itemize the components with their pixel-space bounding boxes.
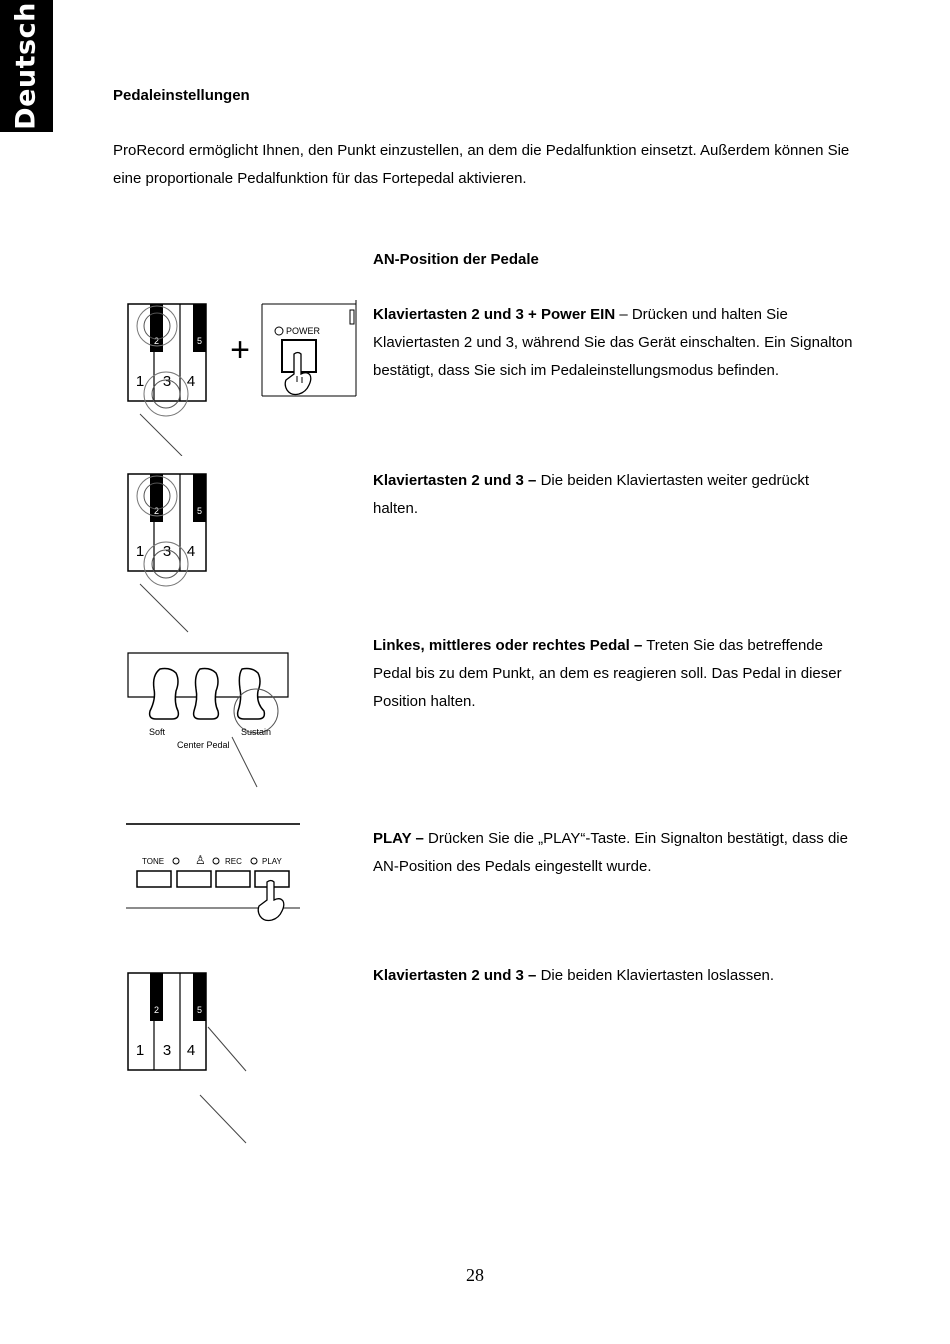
step-2-text: Die beiden Klaviertasten weiter gedrückt halten. [373, 472, 810, 517]
step-2 [373, 467, 853, 523]
key-label-1: 1 [135, 543, 145, 560]
intro-paragraph: ProRecord ermöglicht Ihnen, den Punkt einzustellen, an dem die Pedalfunktion einsetzt. Außerdem können Sie eine proportionale Pedalfunktion für das Fortepedal aktivieren. [113, 142, 850, 187]
subheading: AN-Position der Pedale [373, 251, 539, 268]
pedal-center-label: Center Pedal [177, 740, 230, 750]
step-3-title: Linkes, mittleres oder rechtes Pedal – [373, 637, 643, 654]
rec-button [216, 871, 250, 887]
key-label-1: 1 [135, 373, 145, 390]
key-label-3: 3 [162, 1042, 172, 1059]
plus-sign: + [230, 331, 250, 369]
pedal-sustain-label: Sustain [241, 727, 272, 737]
step-4 [373, 825, 853, 881]
figure-keys-held [120, 466, 220, 636]
keyboard-illustration [128, 304, 206, 456]
tone-label: TONE [142, 857, 165, 866]
metronome-icon: ♙ [195, 853, 206, 867]
step-5 [373, 962, 853, 990]
pedal-center [194, 669, 219, 720]
rec-label: REC [225, 857, 242, 866]
step-2-title: Klaviertasten 2 und 3 – [373, 472, 537, 489]
play-label: PLAY [262, 857, 282, 866]
key-label-1: 1 [135, 1042, 145, 1059]
metronome-button [177, 871, 211, 887]
step-5-text: Die beiden Klaviertasten loslassen. [536, 967, 775, 984]
step-4-title: PLAY – [373, 830, 424, 847]
language-tab [0, 0, 53, 132]
key-label-2: 2 [153, 1005, 160, 1015]
step-1-text: – Drücken und halten Sie Klaviertasten 2 und 3, während Sie das Gerät einschalten. Ein Signalton bestätigt, dass Sie sich im Pedaleinstellungsmodus befinden. [373, 306, 853, 379]
figure-keys-released [120, 965, 260, 1150]
key-label-5: 5 [196, 336, 203, 346]
step-3-text: Treten Sie das betreffende Pedal bis zu dem Punkt, an dem es reagieren soll. Das Pedal in dieser Position halten. [373, 637, 842, 710]
step-1 [373, 301, 853, 385]
key-label-5: 5 [196, 506, 203, 516]
key-label-4: 4 [186, 543, 196, 560]
figure-pedals [120, 645, 300, 790]
pedal-soft-label: Soft [149, 727, 166, 737]
key-label-2: 2 [153, 506, 160, 516]
key-label-5: 5 [196, 1005, 203, 1015]
key-label-3: 3 [162, 543, 172, 560]
step-3 [373, 632, 853, 716]
key-label-3: 3 [162, 373, 172, 390]
power-label: POWER [286, 326, 321, 336]
section-heading: Pedaleinstellungen [113, 87, 250, 104]
key-label-2: 2 [153, 336, 160, 346]
key-label-4: 4 [186, 1042, 196, 1059]
step-1-title: Klaviertasten 2 und 3 + Power EIN [373, 306, 616, 323]
key-label-4: 4 [186, 373, 196, 390]
figure-keys-power [120, 296, 365, 456]
tone-button [137, 871, 171, 887]
step-4-text: Drücken Sie die „PLAY“-Taste. Ein Signalton bestätigt, dass die AN-Position des Pedals eingestellt wurde. [373, 830, 848, 875]
page-number: 28 [466, 1265, 484, 1285]
step-5-title: Klaviertasten 2 und 3 – [373, 967, 537, 984]
language-tab-label: Deutsch [10, 2, 42, 130]
figure-control-panel [120, 818, 310, 923]
